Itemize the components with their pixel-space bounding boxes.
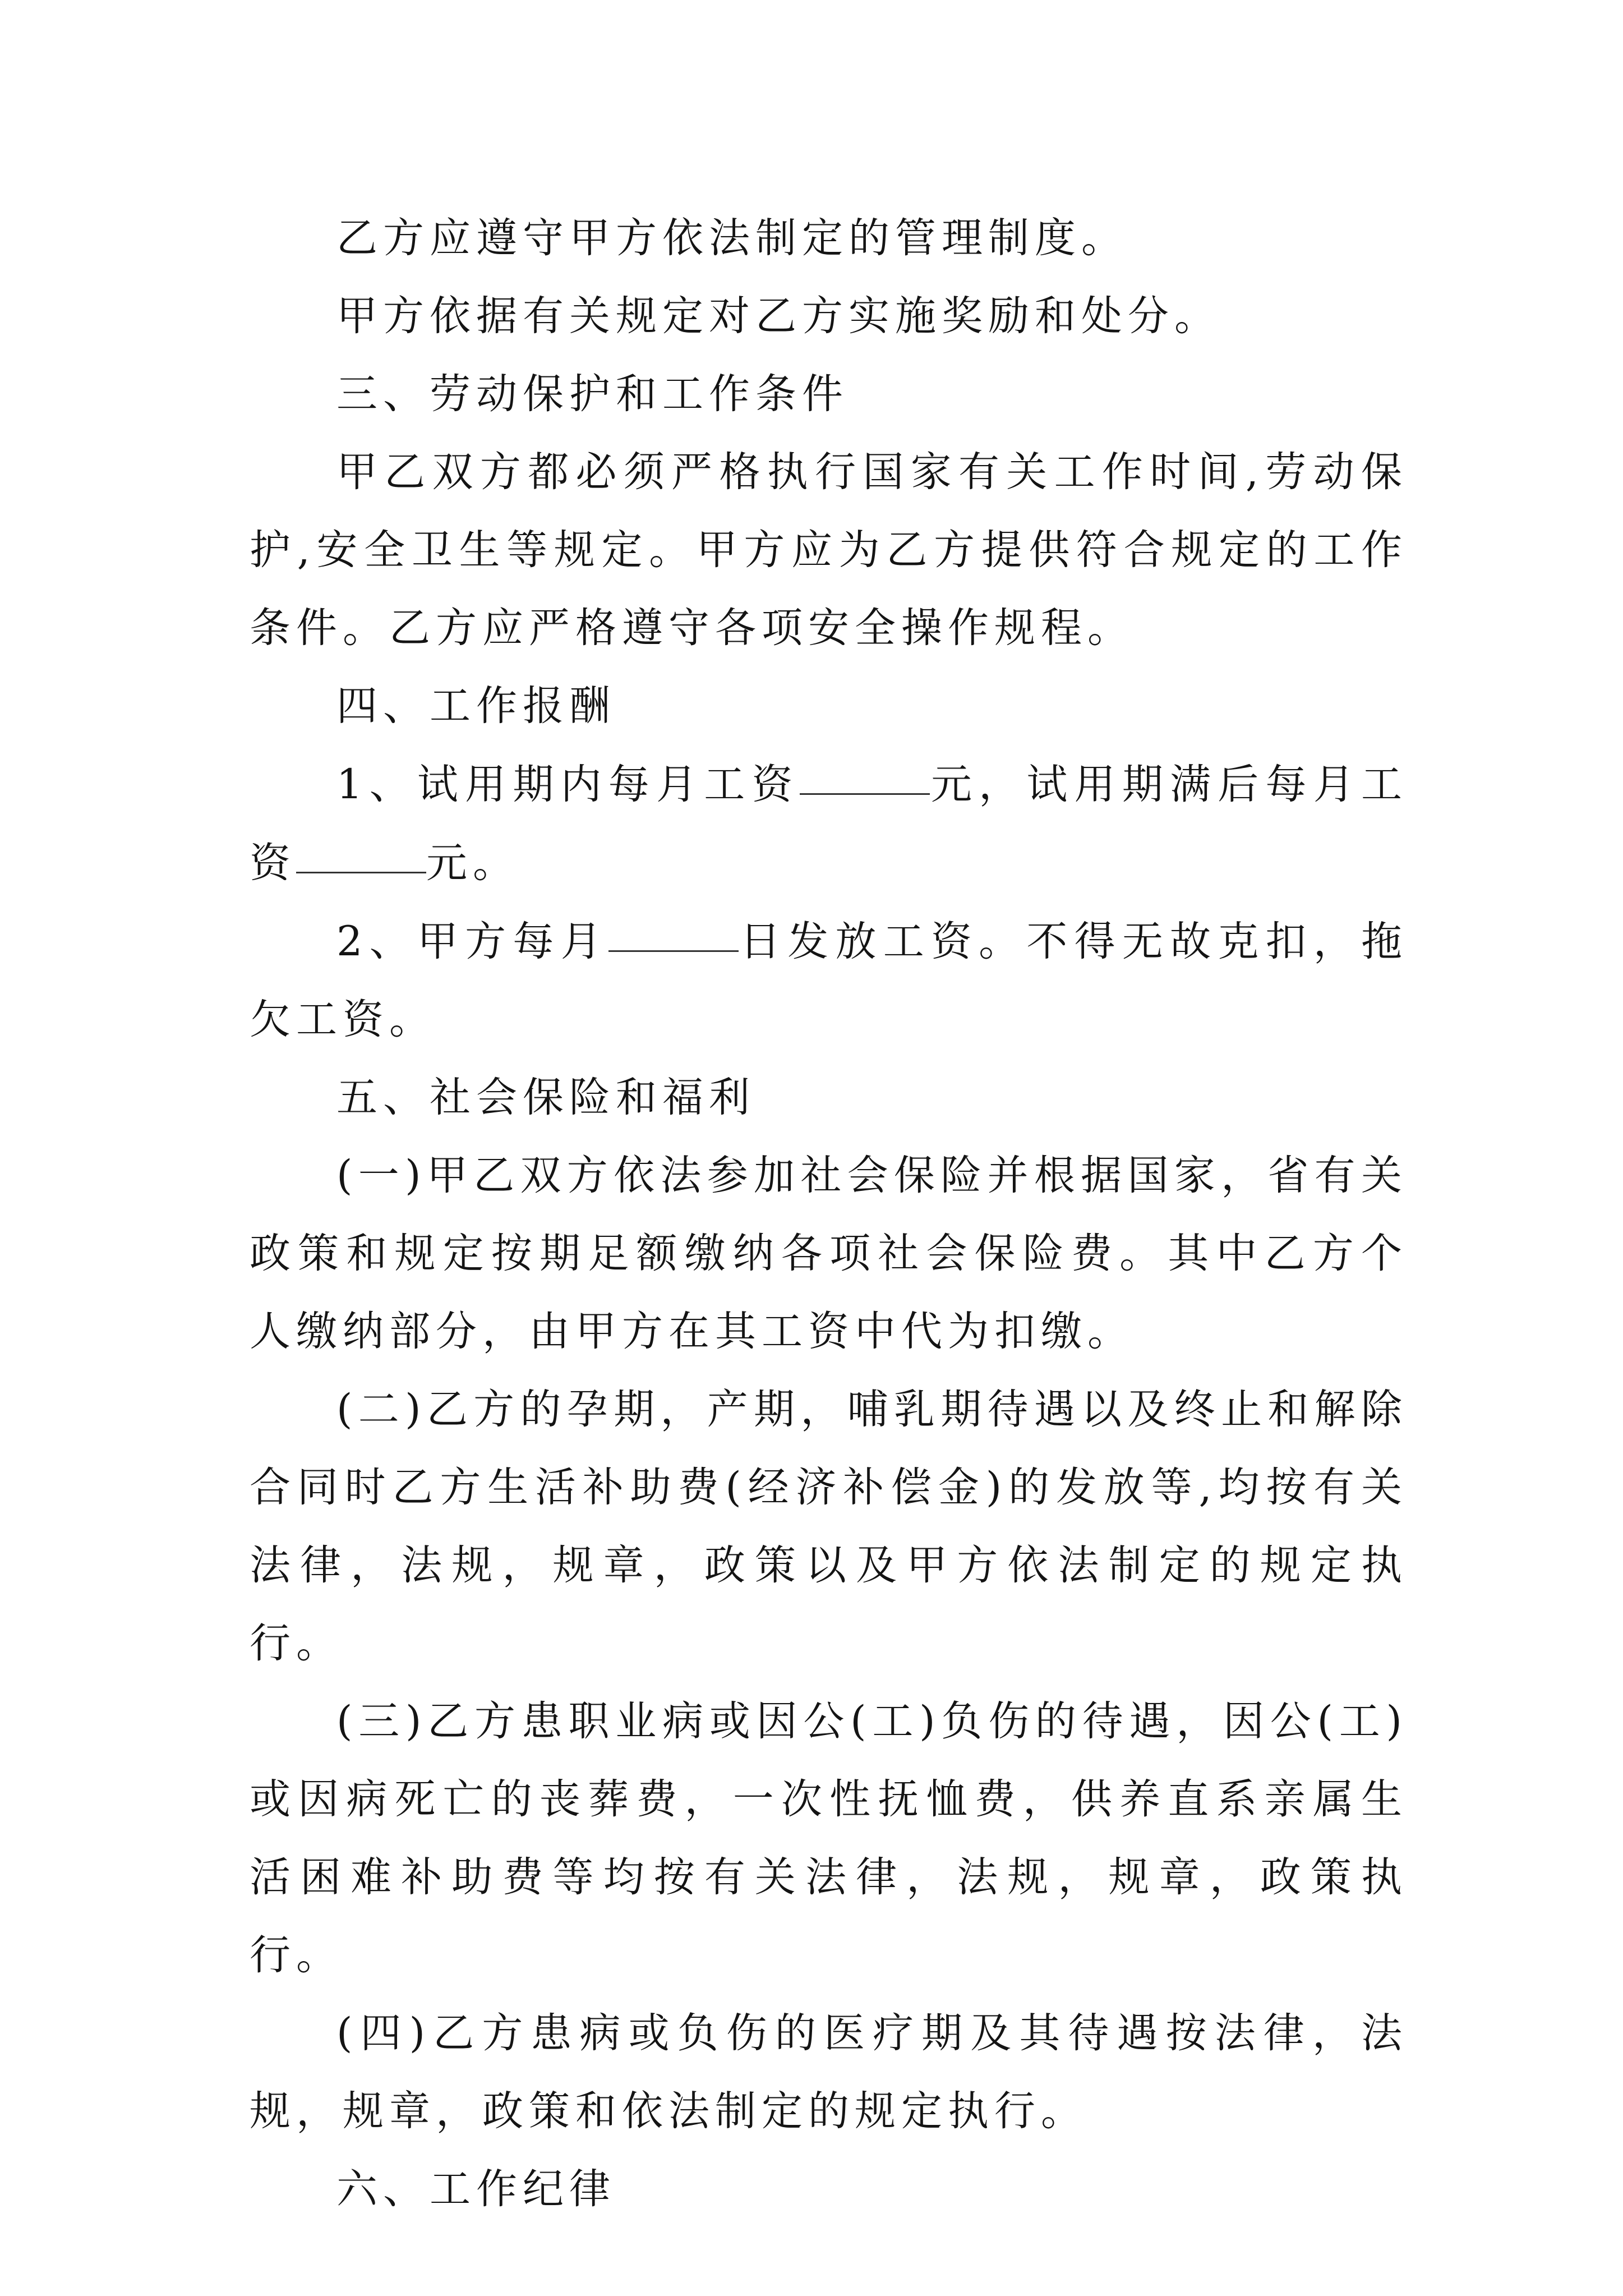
pay-item-2-text-b: 日发放工资。不得无故克扣，拖欠工资。 bbox=[250, 918, 1408, 1043]
paragraph-insurance-2: (二)乙方的孕期，产期，哺乳期待遇以及终止和解除合同时乙方生活补助费(经济补偿金)的发放等,均按有关法律，法规，规章，政策以及甲方依法制定的规定执行。 bbox=[250, 1386, 1408, 1667]
pay-day-blank bbox=[608, 899, 739, 952]
paragraph-pay-item-2 bbox=[250, 902, 1408, 1059]
paragraph-labor-protection: 甲乙双方都必须严格执行国家有关工作时间,劳动保护,安全卫生等规定。甲方应为乙方提供符合规定的工作条件。乙方应严格遵守各项安全操作规程。 bbox=[250, 448, 1408, 652]
probation-salary-blank bbox=[800, 742, 930, 795]
section-heading-remuneration: 四、工作报酬 bbox=[336, 682, 616, 730]
document-body bbox=[250, 199, 1408, 2228]
paragraph-rewards-punishment: 甲方依据有关规定对乙方实施奖励和处分。 bbox=[336, 292, 1221, 340]
paragraph-management-rules: 乙方应遵守甲方依法制定的管理制度。 bbox=[336, 214, 1128, 262]
section-heading-labor-protection: 三、劳动保护和工作条件 bbox=[336, 370, 849, 418]
section-heading-social-insurance: 五、社会保险和福利 bbox=[336, 1074, 755, 1121]
paragraph-insurance-4: (四)乙方患病或负伤的医疗期及其待遇按法律，法规，规章，政策和依法制定的规定执行。 bbox=[250, 2009, 1408, 2135]
pay-item-1-text-c: 元。 bbox=[426, 839, 519, 887]
paragraph-insurance-1: (一)甲乙双方依法参加社会保险并根据国家，省有关政策和规定按期足额缴纳各项社会保险费。其中乙方个人缴纳部分，由甲方在其工资中代为扣缴。 bbox=[250, 1152, 1408, 1355]
regular-salary-blank bbox=[296, 820, 426, 873]
paragraph-insurance-3: (三)乙方患职业病或因公(工)负伤的待遇，因公(工)或因病死亡的丧葬费，一次性抚恤费，供养直系亲属生活困难补助费等均按有关法律，法规，规章，政策执行。 bbox=[250, 1697, 1408, 1979]
paragraph-pay-item-1 bbox=[250, 745, 1408, 902]
pay-item-2-text-a: 2、甲方每月 bbox=[336, 918, 608, 965]
section-heading-work-discipline: 六、工作纪律 bbox=[336, 2165, 616, 2213]
pay-item-1-text-a: 1、试用期内每月工资 bbox=[336, 761, 800, 808]
pay-item-1-text-b: 元，试用期满后每月工资 bbox=[250, 761, 1408, 887]
